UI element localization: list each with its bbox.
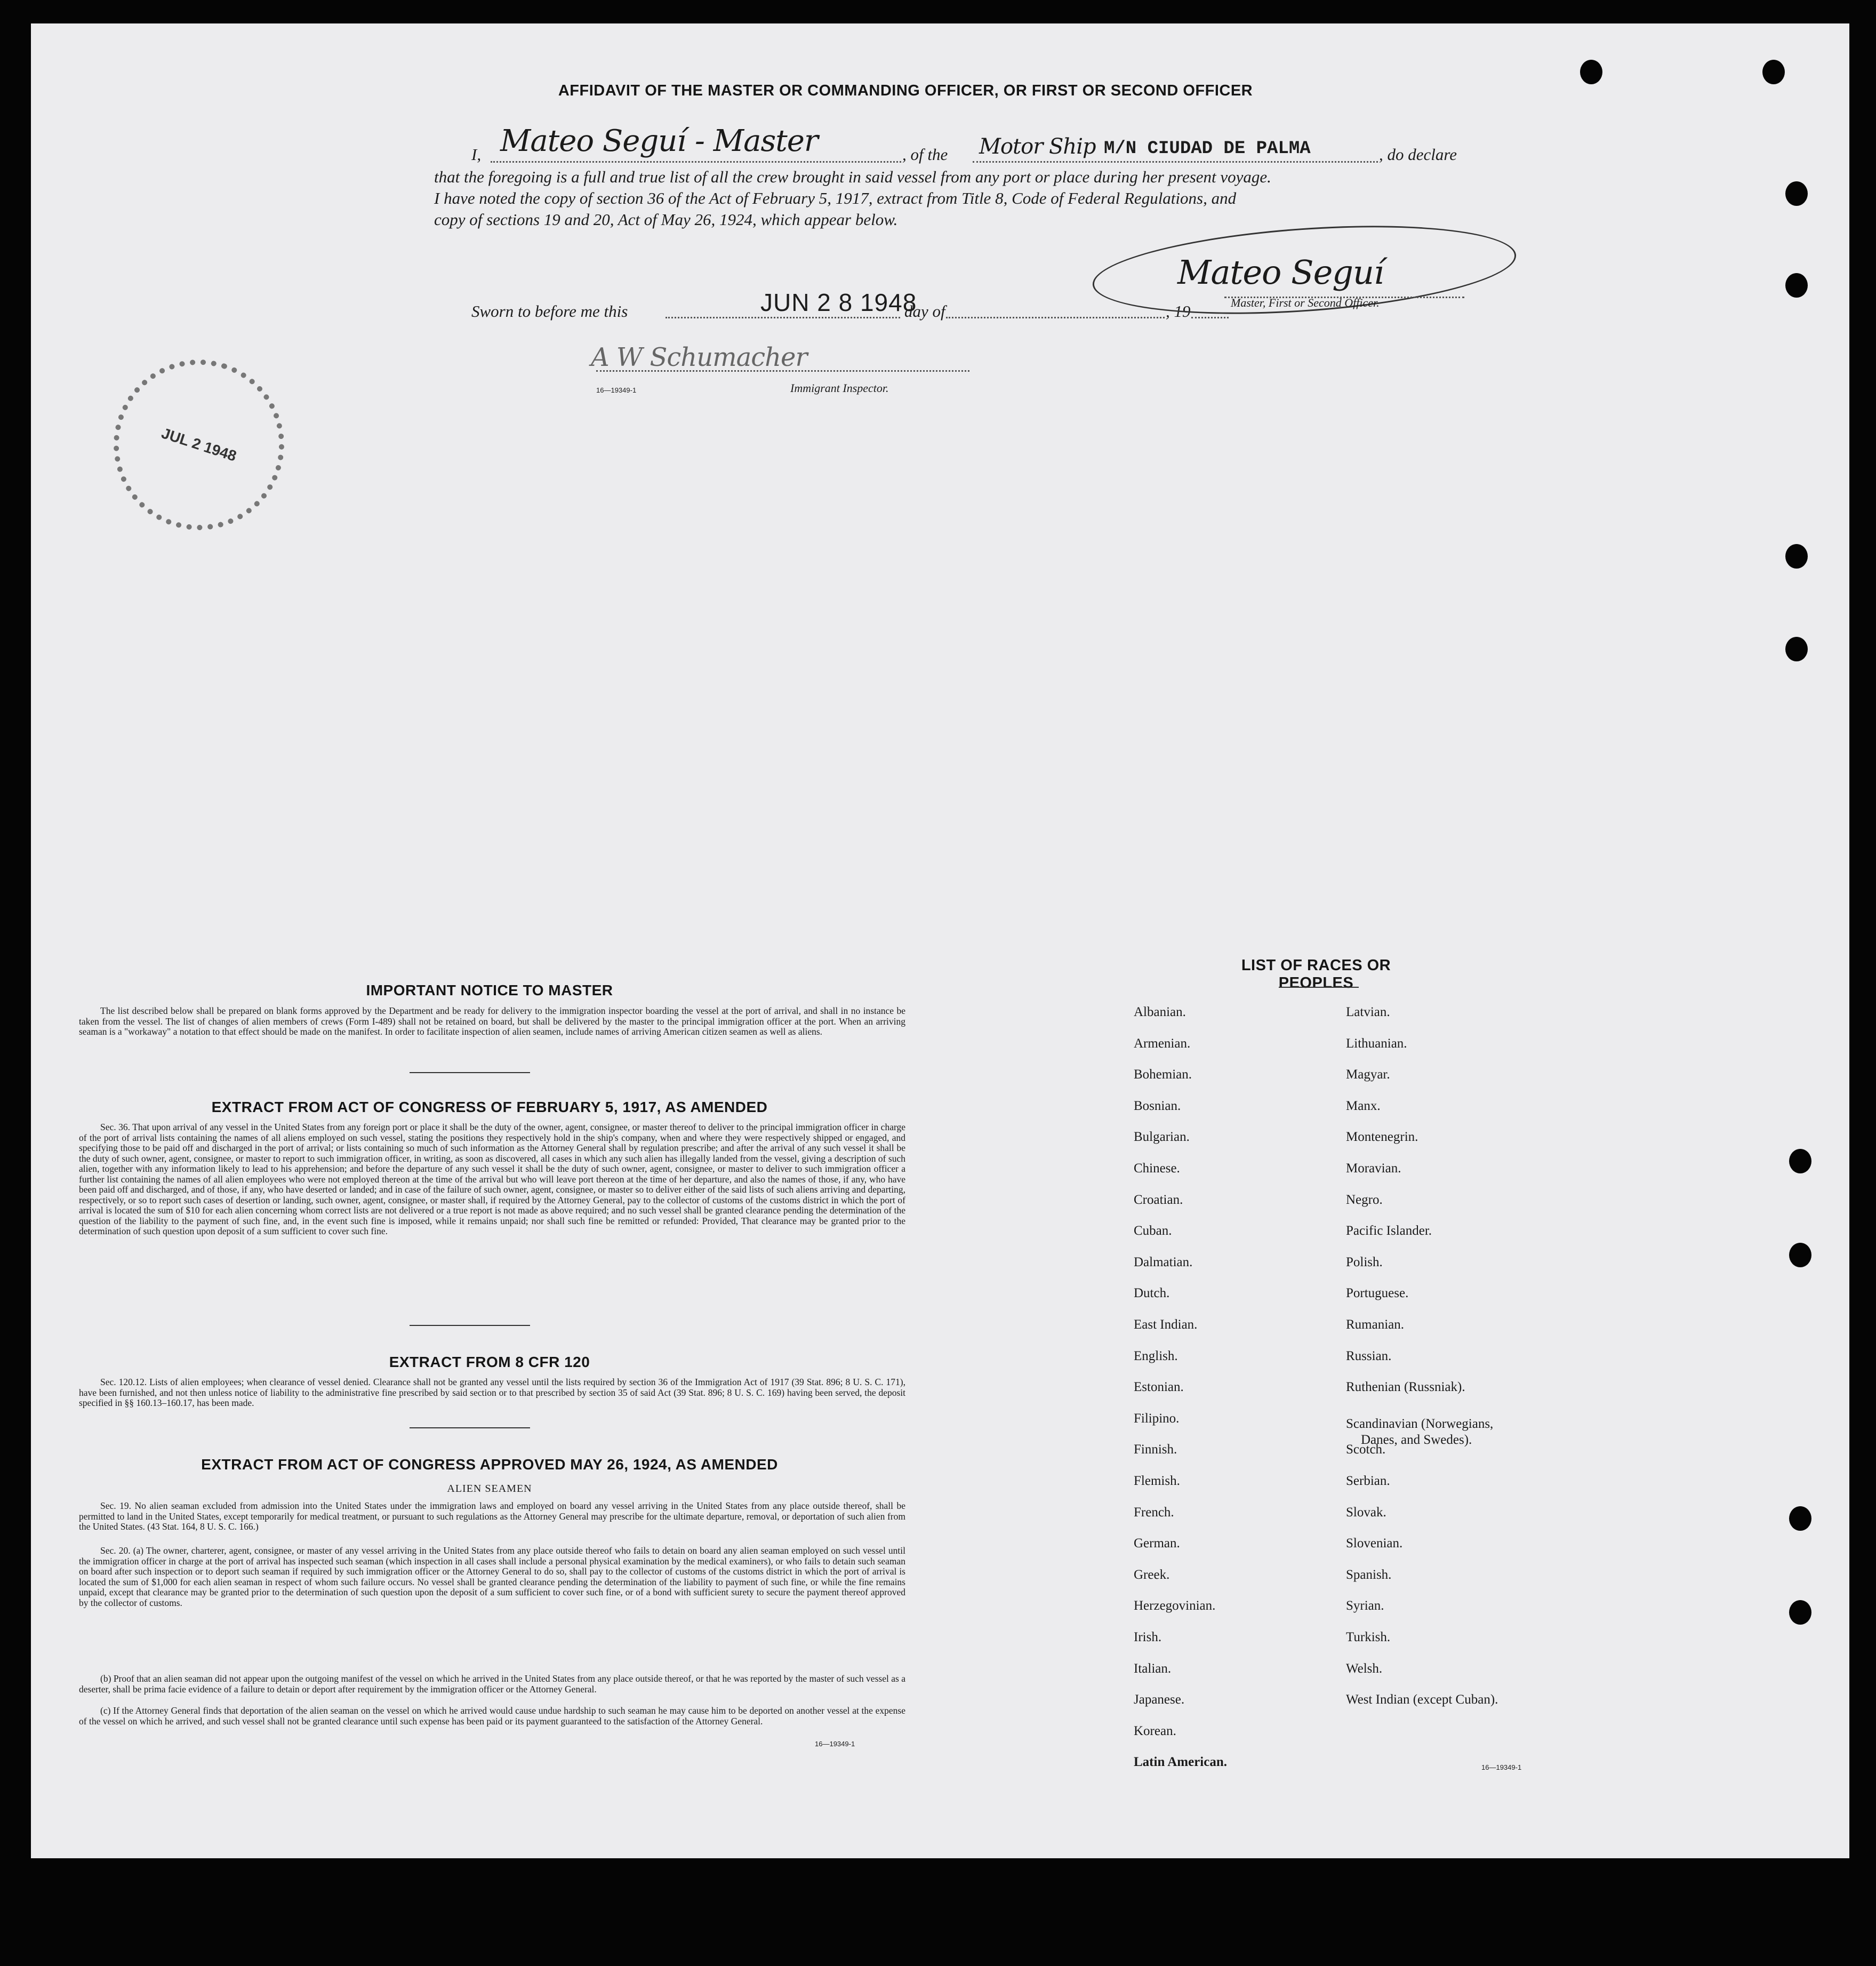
- extract-form-number: 16—19349-1: [815, 1740, 855, 1748]
- sworn-date-stamp: JUN 2 8 1948: [760, 289, 917, 316]
- race-item: Estonian.: [1134, 1380, 1184, 1395]
- affidavit-line-2: that the foregoing is a full and true list of all the crew brought in said vessel from any port or place during her present voyage.: [434, 167, 1271, 186]
- race-item: Syrian.: [1346, 1599, 1384, 1613]
- sworn-date-line: [666, 317, 900, 318]
- race-item: Slovenian.: [1346, 1536, 1403, 1551]
- races-title: LIST OF RACES OR PEOPLES: [1241, 957, 1391, 992]
- race-item: West Indian (except Cuban).: [1346, 1692, 1498, 1707]
- year-line: [1191, 317, 1229, 318]
- race-item: Croatian.: [1134, 1192, 1183, 1207]
- affidavit-line-4: copy of sections 19 and 20, Act of May 26, 1924, which appear below.: [434, 210, 898, 229]
- race-item: Chinese.: [1134, 1161, 1180, 1176]
- race-item: Scandinavian (Norwegians,: [1346, 1416, 1494, 1431]
- punch-hole: [1785, 273, 1808, 298]
- race-item: Polish.: [1346, 1254, 1383, 1269]
- race-item: Latin American.: [1134, 1755, 1227, 1770]
- race-item: Herzegovinian.: [1134, 1599, 1216, 1613]
- race-item: Manx.: [1346, 1098, 1381, 1113]
- race-item: Slovak.: [1346, 1505, 1386, 1520]
- punch-hole: [1580, 60, 1602, 84]
- punch-hole: [1789, 1243, 1811, 1267]
- race-item: Serbian.: [1346, 1474, 1390, 1488]
- race-item: Bulgarian.: [1134, 1130, 1190, 1145]
- affidavit-title: AFFIDAVIT OF THE MASTER OR COMMANDING OFFICER, OR FIRST OR SECOND OFFICER: [558, 82, 1253, 99]
- race-item: Finnish.: [1134, 1442, 1177, 1457]
- notice-paragraph: The list described below shall be prepared on blank forms approved by the Department and be ready for delivery to the immigration inspector boarding the vessel at the port of arrival, and shall in no instance be taken from the vessel. The list of changes of alien members of crews (Form I-489) shall not be retained on board, but shall be delivered by the master to the principal immigration officer at the port. When an arriving seaman is a "workaway" a notation to that effect should be made on the manifest. In order to facilitate inspection of alien seamen, include names of arriving American citizen seamen as well as aliens.: [79, 1005, 905, 1037]
- race-item: Greek.: [1134, 1567, 1170, 1582]
- inspector-signature: A W Schumacher: [591, 342, 807, 372]
- race-item: Filipino.: [1134, 1411, 1180, 1426]
- extract-cfr-text: Sec. 120.12. Lists of alien employees; when clearance of vessel denied. Clearance shall not be granted any vessel until the lists required by section 36 of the Immigration Act of 1917 (39 Stat. 896; 8 U. S. C. 171), have been furnished, and not then unless notice of liability to the administrative fine prescribed by said section or to that prescribed by section 35 of said Act (39 Stat. 896; 8 U. S. C. 169) having been served, the deposit specified in §§ 160.13–160.17, has been made.: [79, 1377, 905, 1408]
- race-item: Cuban.: [1134, 1224, 1172, 1238]
- punch-hole: [1789, 1600, 1811, 1625]
- punch-hole: [1789, 1506, 1811, 1531]
- race-item: Dalmatian.: [1134, 1254, 1193, 1269]
- divider: [1279, 987, 1359, 988]
- race-item: Negro.: [1346, 1192, 1383, 1207]
- race-item: French.: [1134, 1505, 1174, 1520]
- extract-cfr-title: EXTRACT FROM 8 CFR 120: [389, 1354, 590, 1370]
- race-item: Danes, and Swedes).: [1361, 1432, 1472, 1447]
- punch-hole: [1785, 637, 1808, 661]
- extract-1924-sec20a: Sec. 20. (a) The owner, charterer, agent, consignee, or master of any vessel arriving in the United States from any place outside thereof who fails to detain on board any alien seaman employed on such vessel until the immigration officer in charge at the port of arrival has inspected such seaman (which inspection in all cases shall include a personal physical examination by the medical examiners), or who fails to detain such seaman on board after such inspection or to deport such seaman if required by such immigration officer or the Attorney General to do so, shall pay to the collector of customs of the customs district in which the port of arrival is located the sum of $1,000 for each alien seaman in respect of whom such failure occurs. No vessel shall be granted clearance pending the determination of the liability to payment of such fine, or while the fine remains unpaid, except that clearance may be granted prior to the determination of such question upon the deposit of a sum sufficient to cover such fine, or of a bond with sufficient surety to secure the payment thereof approved by the collector of customs.: [79, 1545, 905, 1608]
- race-item: Magyar.: [1346, 1067, 1390, 1082]
- race-item: Ruthenian (Russniak).: [1346, 1380, 1465, 1395]
- race-item: Korean.: [1134, 1723, 1176, 1738]
- race-item: Japanese.: [1134, 1692, 1185, 1707]
- punch-hole: [1785, 181, 1808, 206]
- extract-1924-subtitle: ALIEN SEAMEN: [447, 1483, 532, 1495]
- races-form-number: 16—19349-1: [1481, 1763, 1522, 1771]
- race-item: Moravian.: [1346, 1161, 1401, 1176]
- vessel-name: M/N CIUDAD DE PALMA: [1104, 139, 1311, 159]
- month-line: [946, 317, 1165, 318]
- pre-name: I,: [471, 145, 482, 164]
- punch-hole: [1785, 544, 1808, 569]
- race-item: Welsh.: [1346, 1661, 1383, 1676]
- punch-hole: [1789, 1149, 1811, 1173]
- race-item: Bosnian.: [1134, 1098, 1181, 1113]
- race-item: Latvian.: [1346, 1005, 1390, 1019]
- race-item: Turkish.: [1346, 1630, 1391, 1644]
- extract-1924-title: EXTRACT FROM ACT OF CONGRESS APPROVED MAY 26, 1924, AS AMENDED: [201, 1456, 778, 1473]
- do-declare-text: , do declare: [1379, 145, 1457, 164]
- race-item: Scotch.: [1346, 1442, 1386, 1457]
- inspector-caption: Immigrant Inspector.: [790, 381, 889, 395]
- punch-hole: [1762, 60, 1785, 84]
- race-item: Armenian.: [1134, 1036, 1191, 1051]
- race-item: Rumanian.: [1346, 1317, 1405, 1332]
- race-item: Dutch.: [1134, 1286, 1170, 1301]
- master-caption: Master, First or Second Officer.: [1231, 296, 1380, 309]
- race-item: German.: [1134, 1536, 1180, 1551]
- divider: [410, 1325, 530, 1326]
- sworn-label: Sworn to before me this: [471, 302, 628, 321]
- race-item: Spanish.: [1346, 1567, 1392, 1582]
- race-item: Flemish.: [1134, 1474, 1180, 1488]
- extract-1924-sec20c: (c) If the Attorney General finds that deportation of the alien seaman on the vessel on which he arrived would cause undue hardship to such seaman he may cause him to be deported on another vessel at the expense of the vessel on which he arrived, and such vessel shall not be granted clearance until such expense has been paid or its payment guaranteed to the satisfaction of the Attorney General.: [79, 1705, 905, 1727]
- vessel-type: Motor Ship: [979, 134, 1096, 159]
- race-item: English.: [1134, 1348, 1178, 1363]
- race-item: Italian.: [1134, 1661, 1172, 1676]
- affidavit-line-3: I have noted the copy of section 36 of the Act of February 5, 1917, extract from Title 8, Code of Federal Regulations, and: [434, 189, 1237, 207]
- inspection-seal-stamp: [91, 337, 306, 552]
- master-name: Mateo Seguí - Master: [500, 124, 818, 158]
- race-item: Albanian.: [1134, 1005, 1186, 1019]
- affidavit-form-number: 16—19349-1: [596, 386, 637, 394]
- vessel-line: [973, 161, 1378, 163]
- divider: [410, 1427, 530, 1428]
- inspector-signature-line: [596, 370, 969, 372]
- name-line: [491, 161, 901, 163]
- race-item: Irish.: [1134, 1630, 1162, 1644]
- divider: [410, 1072, 530, 1073]
- notice-title: IMPORTANT NOTICE TO MASTER: [366, 982, 613, 998]
- year-prefix: , 19: [1166, 302, 1191, 321]
- day-of-label: day of: [904, 302, 945, 321]
- race-item: Portuguese.: [1346, 1286, 1409, 1301]
- extract-1924-sec20b: (b) Proof that an alien seaman did not appear upon the outgoing manifest of the vessel on which he arrived in the United States from any place outside thereof, or that he was reported by the master of such vessel as a deserter, shall be prima facie evidence of a failure to detain or deport after requirement by the immigration officer or the Attorney General.: [79, 1673, 905, 1695]
- race-item: Montenegrin.: [1346, 1130, 1418, 1145]
- race-item: Lithuanian.: [1346, 1036, 1407, 1051]
- race-item: East Indian.: [1134, 1317, 1198, 1332]
- seal-date: JUL 2 1948: [159, 425, 239, 465]
- of-the-text: , of the: [902, 145, 948, 164]
- race-item: Russian.: [1346, 1348, 1392, 1363]
- extract-1924-sec19: Sec. 19. No alien seaman excluded from admission into the United States under the immigration laws and employed on board any vessel arriving in the United States from any place outside thereof, shall be permitted to land in the United States, except temporarily for medical treatment, or pursuant to such regulations as the Attorney General may prescribe for the ultimate departure, removal, or deportation of such alien from the United States. (43 Stat. 164, 8 U. S. C. 166.): [79, 1500, 905, 1532]
- extract-1917-title: EXTRACT FROM ACT OF CONGRESS OF FEBRUARY 5, 1917, AS AMENDED: [211, 1099, 768, 1115]
- extract-1917-text: Sec. 36. That upon arrival of any vessel in the United States from any foreign port or place it shall be the duty of the owner, agent, consignee, or master thereof to deliver to the principal immigration officer in charge of the port of arrival lists containing the names of all aliens employed on such vessel, stating the positions they respectively hold in the ship's company, when and where they were respectively shipped or engaged, and specifying those to be paid off and discharged in the port of arrival; or lists containing so much of such information as the Attorney General shall by regulation prescribe; and after the arrival of any such vessel it shall be the duty of such owner, agent, consignee, or master to report to such immigration officer, in writing, as soon as discovered, all cases in which any such alien has illegally landed from the vessel, giving a description of such alien, together with any information likely to lead to his apprehension; and before the departure of any such vessel it shall be the duty of such owner, agent, consignee, or master to deliver to such immigration officer a further list containing the names of all alien employees who were not employed thereon at the time of the arrival but who will leave port thereon at the time of her departure, and also the names of those, if any, who have been paid off and discharged, and of those, if any, who have deserted or landed; and in case of the failure of such owner, agent, consignee, or master so to deliver either of the said lists of such aliens arriving and departing, respectively, or so to report such cases of desertion or landing, such owner, agent, consignee, or master shall, if required by the Attorney General, pay to the collector of customs of the customs district in which the port of arrival is located the sum of $10 for each alien concerning whom correct lists are not delivered or a true report is not made as above required; and no such vessel shall be granted clearance pending the determination of the question of the liability to the payment of such fine, and, in the event such fine is imposed, while it remains unpaid; nor shall such fine be remitted or refunded: Provided, That clearance may be granted prior to the determination of such question upon deposit of a sum sufficient to cover such fine.: [79, 1122, 905, 1236]
- master-signature: Mateo Seguí: [1177, 253, 1384, 292]
- race-item: Pacific Islander.: [1346, 1224, 1432, 1238]
- document-page: [31, 23, 1849, 1858]
- race-item: Bohemian.: [1134, 1067, 1192, 1082]
